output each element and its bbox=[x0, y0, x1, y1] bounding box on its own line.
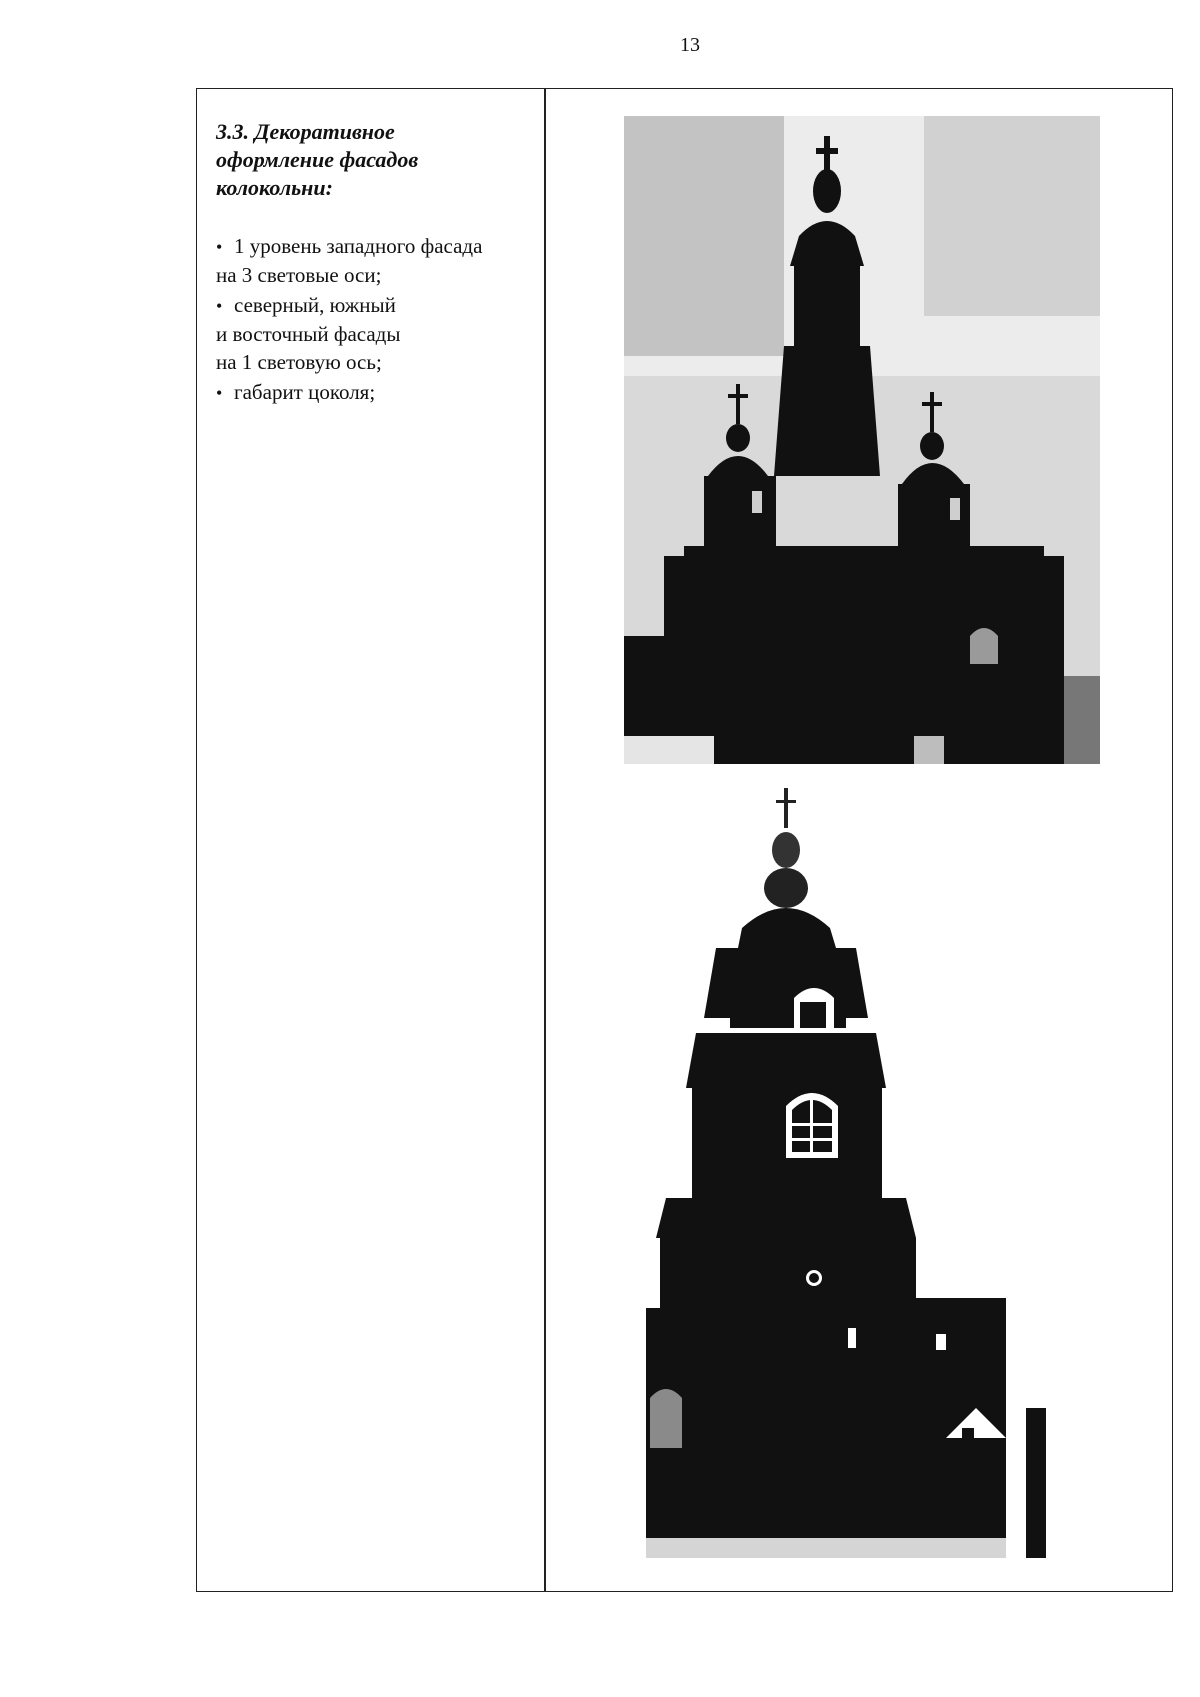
list-item: • северный, южный и восточный фасады на 1 световую ось; bbox=[216, 291, 536, 376]
bell-tower-photo-icon bbox=[646, 788, 1066, 1558]
list-item: • 1 уровень западного фасада на 3 световые оси; bbox=[216, 232, 536, 289]
column-divider bbox=[544, 88, 546, 1592]
church-photo-icon bbox=[624, 116, 1100, 764]
church-photo bbox=[624, 116, 1100, 764]
section-title-line-3: колокольни: bbox=[216, 175, 333, 200]
description-cell bbox=[216, 118, 536, 409]
section-title-line-1: 3.3. Декоративное bbox=[216, 119, 395, 144]
section-title-line-2: оформление фасадов bbox=[216, 147, 419, 172]
facade-item-list bbox=[216, 232, 536, 407]
section-title bbox=[216, 118, 536, 202]
page-number: 13 bbox=[680, 34, 700, 56]
list-item: • габарит цоколя; bbox=[216, 378, 536, 407]
bell-tower-photo bbox=[646, 788, 1066, 1558]
